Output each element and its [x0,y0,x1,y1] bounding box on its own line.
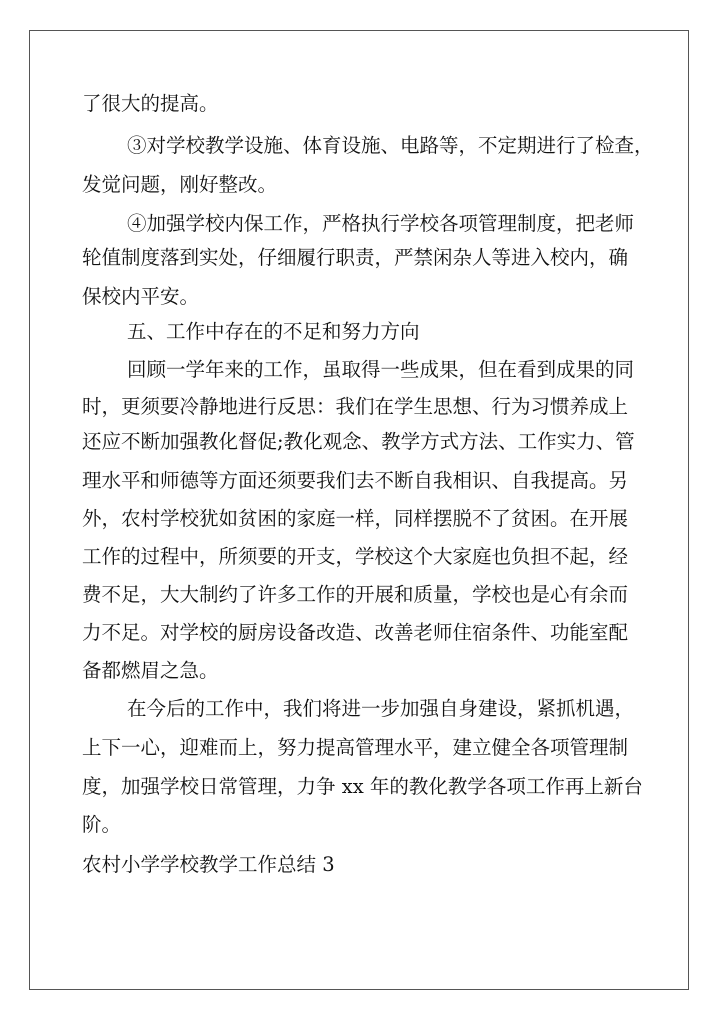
body-line: 发觉问题，刚好整改。 [82,173,278,196]
body-line: 保校内平安。 [82,285,200,308]
body-line: 力不足。对学校的厨房设备改造、改善老师住宿条件、功能室配 [82,621,629,644]
body-line: 外，农村学校犹如贫困的家庭一样，同样摆脱不了贫困。在开展 [82,507,629,530]
body-line: 阶。 [82,813,122,836]
body-line: 在今后的工作中，我们将进一步加强自身建设，紧抓机遇， [127,697,635,720]
body-line: ④加强学校内保工作，严格执行学校各项管理制度，把老师 [127,212,635,235]
body-line: 理水平和师德等方面还须要我们去不断自我相识、自我提高。另 [82,469,629,492]
body-line: 上下一心，迎难而上，努力提高管理水平，建立健全各项管理制 [82,736,629,759]
body-line: 费不足，大大制约了许多工作的开展和质量，学校也是心有余而 [82,583,629,606]
body-line: 备都燃眉之急。 [82,659,219,682]
body-line: ③对学校教学设施、体育设施、电路等，不定期进行了检查， [127,134,654,157]
body-line: 轮值制度落到实处，仔细履行职责，严禁闲杂人等进入校内，确 [82,246,629,269]
body-line: 了很大的提高。 [82,92,219,115]
body-line: 工作的过程中，所须要的开支，学校这个大家庭也负担不起，经 [82,545,629,568]
body-line: 时，更须要冷静地进行反思：我们在学生思想、行为习惯养成上 [82,395,629,418]
section-heading: 五、工作中存在的不足和努力方向 [127,320,420,343]
document-title: 农村小学学校教学工作总结 3 [82,853,335,876]
body-line: 回顾一学年来的工作，虽取得一些成果，但在看到成果的同 [127,358,635,381]
body-line: 还应不断加强教化督促;教化观念、教学方式方法、工作实力、管 [82,430,635,453]
body-line: 度，加强学校日常管理，力争 xx 年的教化教学各项工作再上新台 [82,775,643,798]
